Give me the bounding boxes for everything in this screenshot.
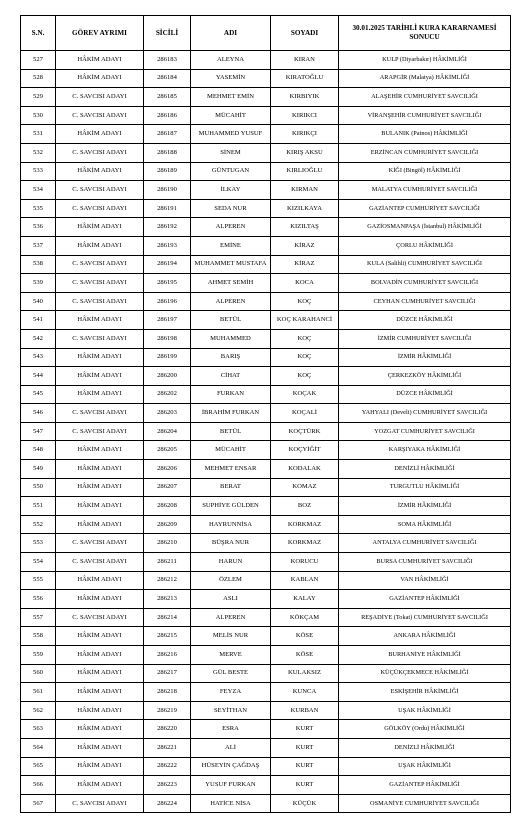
cell-sicil: 286183 [144, 51, 191, 70]
cell-soyadi: KOMAZ [271, 478, 339, 497]
table-row [21, 199, 511, 218]
cell-sonuc: İZMİR HÂKİMLİĞİ [339, 348, 511, 367]
cell-sn: 557 [21, 608, 56, 627]
cell-sonuc: CEYHAN CUMHURİYET SAVCILIĞI [339, 292, 511, 311]
cell-soyadi: BOZ [271, 497, 339, 516]
cell-sicil: 286209 [144, 515, 191, 534]
cell-soyadi: KOÇALİ [271, 404, 339, 423]
cell-sonuc: UŞAK HÂKİMLİĞİ [339, 757, 511, 776]
cell-adi: YASEMİN [191, 69, 271, 88]
table-row [21, 106, 511, 125]
cell-adi: AHMET SEMİH [191, 274, 271, 293]
cell-soyadi: KURT [271, 776, 339, 795]
cell-adi: SUPHİYE GÜLDEN [191, 497, 271, 516]
cell-adi: MEHMET ENSAR [191, 460, 271, 479]
cell-gorev: HÂKİM ADAYI [56, 125, 144, 144]
cell-gorev: C. SAVCISI ADAYI [56, 608, 144, 627]
cell-adi: MUHAMMED [191, 329, 271, 348]
cell-adi: MEHMET EMİN [191, 88, 271, 107]
table-row [21, 348, 511, 367]
cell-soyadi: KURT [271, 738, 339, 757]
cell-soyadi: KORUCU [271, 553, 339, 572]
cell-soyadi: KALAY [271, 590, 339, 609]
table-row [21, 162, 511, 181]
cell-soyadi: KIRBIYIK [271, 88, 339, 107]
cell-soyadi: KIZILTAŞ [271, 218, 339, 237]
cell-sicil: 286207 [144, 478, 191, 497]
cell-gorev: HÂKİM ADAYI [56, 757, 144, 776]
table-row [21, 367, 511, 386]
cell-sonuc: GAZİANTEP HÂKİMLİĞİ [339, 590, 511, 609]
cell-sicil: 286223 [144, 776, 191, 795]
cell-sonuc: DÜZCE HÂKİMLİĞİ [339, 385, 511, 404]
cell-sicil: 286197 [144, 311, 191, 330]
cell-gorev: HÂKİM ADAYI [56, 664, 144, 683]
cell-sonuc: İZMİR HÂKİMLİĞİ [339, 497, 511, 516]
cell-gorev: HÂKİM ADAYI [56, 218, 144, 237]
cell-adi: ASLI [191, 590, 271, 609]
cell-sn: 538 [21, 255, 56, 274]
cell-sn: 544 [21, 367, 56, 386]
cell-soyadi: KOÇYİĞİT [271, 441, 339, 460]
cell-sonuc: ALAŞEHİR CUMHURİYET SAVCILIĞI [339, 88, 511, 107]
cell-sicil: 286186 [144, 106, 191, 125]
cell-sonuc: DENİZLİ HÂKİMLİĞİ [339, 738, 511, 757]
table-row [21, 125, 511, 144]
table-row [21, 181, 511, 200]
cell-sonuc: KİĞI (Bingöl) HÂKİMLİĞİ [339, 162, 511, 181]
cell-adi: İLKAY [191, 181, 271, 200]
cell-gorev: C. SAVCISI ADAYI [56, 794, 144, 813]
cell-sn: 566 [21, 776, 56, 795]
cell-adi: FURKAN [191, 385, 271, 404]
table-row [21, 88, 511, 107]
cell-sonuc: REŞADİYE (Tokat) CUMHURİYET SAVCILIĞI [339, 608, 511, 627]
cell-gorev: HÂKİM ADAYI [56, 51, 144, 70]
cell-sn: 553 [21, 534, 56, 553]
cell-gorev: HÂKİM ADAYI [56, 311, 144, 330]
cell-sicil: 286224 [144, 794, 191, 813]
cell-adi: HATİCE NİSA [191, 794, 271, 813]
cell-gorev: C. SAVCISI ADAYI [56, 534, 144, 553]
cell-sn: 527 [21, 51, 56, 70]
table-row [21, 608, 511, 627]
cell-gorev: HÂKİM ADAYI [56, 776, 144, 795]
table-row [21, 646, 511, 665]
cell-sn: 551 [21, 497, 56, 516]
cell-adi: BÜŞRA NUR [191, 534, 271, 553]
table-row [21, 441, 511, 460]
cell-adi: BETÜL [191, 422, 271, 441]
table-row [21, 51, 511, 70]
cell-soyadi: KÖSE [271, 627, 339, 646]
cell-sonuc: ERZİNCAN CUMHURİYET SAVCILIĞI [339, 143, 511, 162]
cell-gorev: HÂKİM ADAYI [56, 385, 144, 404]
table-row [21, 534, 511, 553]
cell-sonuc: ÇORLU HÂKİMLİĞİ [339, 236, 511, 255]
table-row [21, 274, 511, 293]
cell-adi: BERAT [191, 478, 271, 497]
cell-gorev: HÂKİM ADAYI [56, 590, 144, 609]
cell-gorev: C. SAVCISI ADAYI [56, 181, 144, 200]
cell-gorev: HÂKİM ADAYI [56, 646, 144, 665]
table-row [21, 720, 511, 739]
cell-sicil: 286213 [144, 590, 191, 609]
cell-sn: 529 [21, 88, 56, 107]
header-adi: ADI [191, 16, 271, 51]
header-row [21, 16, 511, 51]
cell-gorev: HÂKİM ADAYI [56, 720, 144, 739]
cell-sonuc: BURHANİYE HÂKİMLİĞİ [339, 646, 511, 665]
cell-sn: 567 [21, 794, 56, 813]
cell-sicil: 286221 [144, 738, 191, 757]
cell-soyadi: KIRIKÇI [271, 125, 339, 144]
cell-sicil: 286210 [144, 534, 191, 553]
cell-adi: ESRA [191, 720, 271, 739]
cell-sonuc: GÖLKÖY (Ordu) HÂKİMLİĞİ [339, 720, 511, 739]
table-row [21, 478, 511, 497]
cell-adi: FEYZA [191, 683, 271, 702]
header-sonuc: 30.01.2025 TARİHLİ KURA KARARNAMESİ SONUCU [339, 16, 511, 51]
cell-sn: 554 [21, 553, 56, 572]
cell-soyadi: KABLAN [271, 571, 339, 590]
cell-sonuc: BURSA CUMHURİYET SAVCILIĞI [339, 553, 511, 572]
cell-sicil: 286195 [144, 274, 191, 293]
cell-sicil: 286189 [144, 162, 191, 181]
cell-sonuc: BOLVADİN CUMHURİYET SAVCILIĞI [339, 274, 511, 293]
header-soyadi: SOYADI [271, 16, 339, 51]
cell-sn: 548 [21, 441, 56, 460]
cell-gorev: HÂKİM ADAYI [56, 515, 144, 534]
cell-sn: 559 [21, 646, 56, 665]
cell-sn: 540 [21, 292, 56, 311]
cell-sonuc: GAZİANTEP CUMHURİYET SAVCILIĞI [339, 199, 511, 218]
cell-sonuc: OSMANİYE CUMHURİYET SAVCILIĞI [339, 794, 511, 813]
cell-soyadi: KOCA [271, 274, 339, 293]
cell-gorev: C. SAVCISI ADAYI [56, 422, 144, 441]
cell-sonuc: ÇERKEZKÖY HÂKİMLİĞİ [339, 367, 511, 386]
cell-adi: ALPEREN [191, 218, 271, 237]
cell-soyadi: KIRAN [271, 51, 339, 70]
cell-sicil: 286185 [144, 88, 191, 107]
cell-adi: ALPEREN [191, 608, 271, 627]
table-row [21, 404, 511, 423]
cell-sonuc: KARŞIYAKA HÂKİMLİĞİ [339, 441, 511, 460]
cell-adi: ALEYNA [191, 51, 271, 70]
cell-gorev: C. SAVCISI ADAYI [56, 143, 144, 162]
cell-adi: MUHAMMET MUSTAFA [191, 255, 271, 274]
header-gorev: GÖREV AYRIMI [56, 16, 144, 51]
cell-sonuc: DÜZCE HÂKİMLİĞİ [339, 311, 511, 330]
cell-adi: GÜL BESTE [191, 664, 271, 683]
cell-sicil: 286192 [144, 218, 191, 237]
cell-sonuc: GAZİANTEP HÂKİMLİĞİ [339, 776, 511, 795]
cell-sonuc: SOMA HÂKİMLİĞİ [339, 515, 511, 534]
cell-sn: 531 [21, 125, 56, 144]
cell-adi: SİNEM [191, 143, 271, 162]
cell-sonuc: ANKARA HÂKİMLİĞİ [339, 627, 511, 646]
cell-adi: MUHAMMED YUSUF [191, 125, 271, 144]
cell-gorev: HÂKİM ADAYI [56, 441, 144, 460]
cell-gorev: C. SAVCISI ADAYI [56, 404, 144, 423]
table-row [21, 794, 511, 813]
table-row [21, 776, 511, 795]
cell-gorev: C. SAVCISI ADAYI [56, 88, 144, 107]
table-row [21, 143, 511, 162]
cell-sicil: 286194 [144, 255, 191, 274]
cell-sicil: 286203 [144, 404, 191, 423]
cell-adi: YUSUF FURKAN [191, 776, 271, 795]
cell-soyadi: KOÇ [271, 348, 339, 367]
table-row [21, 69, 511, 88]
cell-gorev: C. SAVCISI ADAYI [56, 255, 144, 274]
cell-adi: MÜCAHİT [191, 441, 271, 460]
cell-sonuc: VAN HÂKİMLİĞİ [339, 571, 511, 590]
cell-sn: 555 [21, 571, 56, 590]
table-row [21, 627, 511, 646]
cell-gorev: HÂKİM ADAYI [56, 348, 144, 367]
cell-gorev: HÂKİM ADAYI [56, 497, 144, 516]
table-row [21, 460, 511, 479]
cell-sn: 532 [21, 143, 56, 162]
cell-adi: SEYİTHAN [191, 701, 271, 720]
cell-sonuc: KÜÇÜKÇEKMECE HÂKİMLİĞİ [339, 664, 511, 683]
cell-soyadi: KOÇ KARAHANCİ [271, 311, 339, 330]
cell-adi: GÜNTUGAN [191, 162, 271, 181]
table-row [21, 701, 511, 720]
cell-sonuc: UŞAK HÂKİMLİĞİ [339, 701, 511, 720]
cell-sicil: 286215 [144, 627, 191, 646]
cell-sn: 564 [21, 738, 56, 757]
cell-sn: 563 [21, 720, 56, 739]
cell-sn: 547 [21, 422, 56, 441]
cell-sn: 556 [21, 590, 56, 609]
cell-adi: HÜSEYİN ÇAĞDAŞ [191, 757, 271, 776]
cell-gorev: HÂKİM ADAYI [56, 236, 144, 255]
cell-adi: ÖZLEM [191, 571, 271, 590]
cell-soyadi: KURT [271, 757, 339, 776]
table-row [21, 497, 511, 516]
cell-gorev: HÂKİM ADAYI [56, 367, 144, 386]
cell-gorev: HÂKİM ADAYI [56, 162, 144, 181]
cell-sn: 536 [21, 218, 56, 237]
cell-sicil: 286204 [144, 422, 191, 441]
cell-sonuc: ANTALYA CUMHURİYET SAVCILIĞI [339, 534, 511, 553]
header-sicil: SİCİLİ [144, 16, 191, 51]
cell-sicil: 286184 [144, 69, 191, 88]
cell-sicil: 286206 [144, 460, 191, 479]
cell-adi: BETÜL [191, 311, 271, 330]
cell-sn: 534 [21, 181, 56, 200]
cell-sonuc: DENİZLİ HÂKİMLİĞİ [339, 460, 511, 479]
cell-soyadi: KIRATOĞLU [271, 69, 339, 88]
cell-sicil: 286218 [144, 683, 191, 702]
cell-sn: 549 [21, 460, 56, 479]
cell-sn: 542 [21, 329, 56, 348]
table-row [21, 422, 511, 441]
cell-sn: 541 [21, 311, 56, 330]
cell-sn: 560 [21, 664, 56, 683]
cell-adi: MÜCAHİT [191, 106, 271, 125]
table-row [21, 385, 511, 404]
cell-sicil: 286198 [144, 329, 191, 348]
cell-adi: HARUN [191, 553, 271, 572]
cell-soyadi: KORKMAZ [271, 534, 339, 553]
cell-gorev: C. SAVCISI ADAYI [56, 106, 144, 125]
cell-adi: BARIŞ [191, 348, 271, 367]
cell-sicil: 286199 [144, 348, 191, 367]
cell-sn: 561 [21, 683, 56, 702]
cell-soyadi: KİRAZ [271, 236, 339, 255]
cell-soyadi: KIZILKAYA [271, 199, 339, 218]
cell-gorev: HÂKİM ADAYI [56, 738, 144, 757]
cell-sn: 562 [21, 701, 56, 720]
cell-sn: 537 [21, 236, 56, 255]
table-row [21, 683, 511, 702]
cell-sonuc: GAZİOSMANPAŞA (İstanbul) HÂKİMLİĞİ [339, 218, 511, 237]
cell-soyadi: KOÇ [271, 329, 339, 348]
cell-sn: 530 [21, 106, 56, 125]
cell-soyadi: KURBAN [271, 701, 339, 720]
cell-adi: İBRAHİM FURKAN [191, 404, 271, 423]
cell-soyadi: KOÇTÜRK [271, 422, 339, 441]
cell-soyadi: KÖSE [271, 646, 339, 665]
cell-sonuc: ESKİŞEHİR HÂKİMLİĞİ [339, 683, 511, 702]
cell-sicil: 286208 [144, 497, 191, 516]
cell-sonuc: VİRANŞEHİR CUMHURİYET SAVCILIĞI [339, 106, 511, 125]
table-row [21, 553, 511, 572]
assignment-table [20, 15, 511, 813]
table-row [21, 738, 511, 757]
cell-sicil: 286188 [144, 143, 191, 162]
cell-gorev: HÂKİM ADAYI [56, 460, 144, 479]
cell-sn: 545 [21, 385, 56, 404]
cell-soyadi: KOÇAK [271, 385, 339, 404]
cell-sicil: 286217 [144, 664, 191, 683]
table-row [21, 515, 511, 534]
cell-gorev: C. SAVCISI ADAYI [56, 553, 144, 572]
cell-gorev: C. SAVCISI ADAYI [56, 199, 144, 218]
cell-soyadi: KODALAK [271, 460, 339, 479]
table-row [21, 255, 511, 274]
cell-sn: 558 [21, 627, 56, 646]
cell-sicil: 286196 [144, 292, 191, 311]
cell-sonuc: ARAPGİR (Malatya) HÂKİMLİĞİ [339, 69, 511, 88]
cell-gorev: HÂKİM ADAYI [56, 571, 144, 590]
cell-sicil: 286200 [144, 367, 191, 386]
cell-soyadi: KIRMAN [271, 181, 339, 200]
table-row [21, 236, 511, 255]
table-row [21, 292, 511, 311]
header-sn: S.N. [21, 16, 56, 51]
cell-soyadi: KÖKÇAM [271, 608, 339, 627]
cell-sn: 546 [21, 404, 56, 423]
cell-soyadi: KÜÇÜK [271, 794, 339, 813]
cell-adi: MERVE [191, 646, 271, 665]
cell-adi: ALİ [191, 738, 271, 757]
cell-soyadi: KIRIKCI [271, 106, 339, 125]
table-row [21, 311, 511, 330]
cell-sicil: 286211 [144, 553, 191, 572]
cell-sn: 533 [21, 162, 56, 181]
cell-adi: ALPEREN [191, 292, 271, 311]
cell-soyadi: KOÇ [271, 292, 339, 311]
cell-gorev: C. SAVCISI ADAYI [56, 292, 144, 311]
cell-gorev: HÂKİM ADAYI [56, 478, 144, 497]
cell-adi: SEDA NUR [191, 199, 271, 218]
cell-sicil: 286219 [144, 701, 191, 720]
cell-sn: 528 [21, 69, 56, 88]
cell-soyadi: KIRLIOĞLU [271, 162, 339, 181]
table-row [21, 218, 511, 237]
cell-soyadi: KUNCA [271, 683, 339, 702]
table-row [21, 757, 511, 776]
cell-sn: 543 [21, 348, 56, 367]
cell-sonuc: YOZGAT CUMHURİYET SAVCILIĞI [339, 422, 511, 441]
table-row [21, 329, 511, 348]
cell-sn: 565 [21, 757, 56, 776]
cell-sicil: 286222 [144, 757, 191, 776]
table-row [21, 571, 511, 590]
cell-sonuc: KULP (Diyarbakır) HÂKİMLİĞİ [339, 51, 511, 70]
cell-sonuc: BULANIK (Patnos) HÂKİMLİĞİ [339, 125, 511, 144]
cell-soyadi: KORKMAZ [271, 515, 339, 534]
table-row [21, 590, 511, 609]
cell-adi: HAYRUNNİSA [191, 515, 271, 534]
cell-sicil: 286193 [144, 236, 191, 255]
cell-gorev: C. SAVCISI ADAYI [56, 274, 144, 293]
cell-sonuc: İZMİR CUMHURİYET SAVCILIĞI [339, 329, 511, 348]
cell-adi: EMİNE [191, 236, 271, 255]
cell-sicil: 286220 [144, 720, 191, 739]
cell-sn: 535 [21, 199, 56, 218]
cell-soyadi: KULAKSIZ [271, 664, 339, 683]
cell-sicil: 286216 [144, 646, 191, 665]
cell-sonuc: TURGUTLU HÂKİMLİĞİ [339, 478, 511, 497]
cell-sn: 552 [21, 515, 56, 534]
cell-adi: MELİS NUR [191, 627, 271, 646]
cell-sicil: 286191 [144, 199, 191, 218]
cell-gorev: C. SAVCISI ADAYI [56, 329, 144, 348]
cell-gorev: HÂKİM ADAYI [56, 69, 144, 88]
cell-sn: 550 [21, 478, 56, 497]
cell-soyadi: KURT [271, 720, 339, 739]
cell-gorev: HÂKİM ADAYI [56, 701, 144, 720]
cell-soyadi: KOÇ [271, 367, 339, 386]
cell-sicil: 286190 [144, 181, 191, 200]
cell-soyadi: KİRAZ [271, 255, 339, 274]
cell-gorev: HÂKİM ADAYI [56, 683, 144, 702]
cell-soyadi: KIRIŞ AKSU [271, 143, 339, 162]
cell-sonuc: KULA (Salihli) CUMHURİYET SAVCILIĞI [339, 255, 511, 274]
cell-sicil: 286187 [144, 125, 191, 144]
cell-sicil: 286214 [144, 608, 191, 627]
cell-gorev: HÂKİM ADAYI [56, 627, 144, 646]
cell-adi: CİHAT [191, 367, 271, 386]
cell-sicil: 286205 [144, 441, 191, 460]
cell-sn: 539 [21, 274, 56, 293]
cell-sicil: 286212 [144, 571, 191, 590]
cell-sicil: 286202 [144, 385, 191, 404]
table-row [21, 664, 511, 683]
cell-sonuc: YAHYALI (Develi) CUMHURİYET SAVCILIĞI [339, 404, 511, 423]
cell-sonuc: MALATYA CUMHURİYET SAVCILIĞI [339, 181, 511, 200]
